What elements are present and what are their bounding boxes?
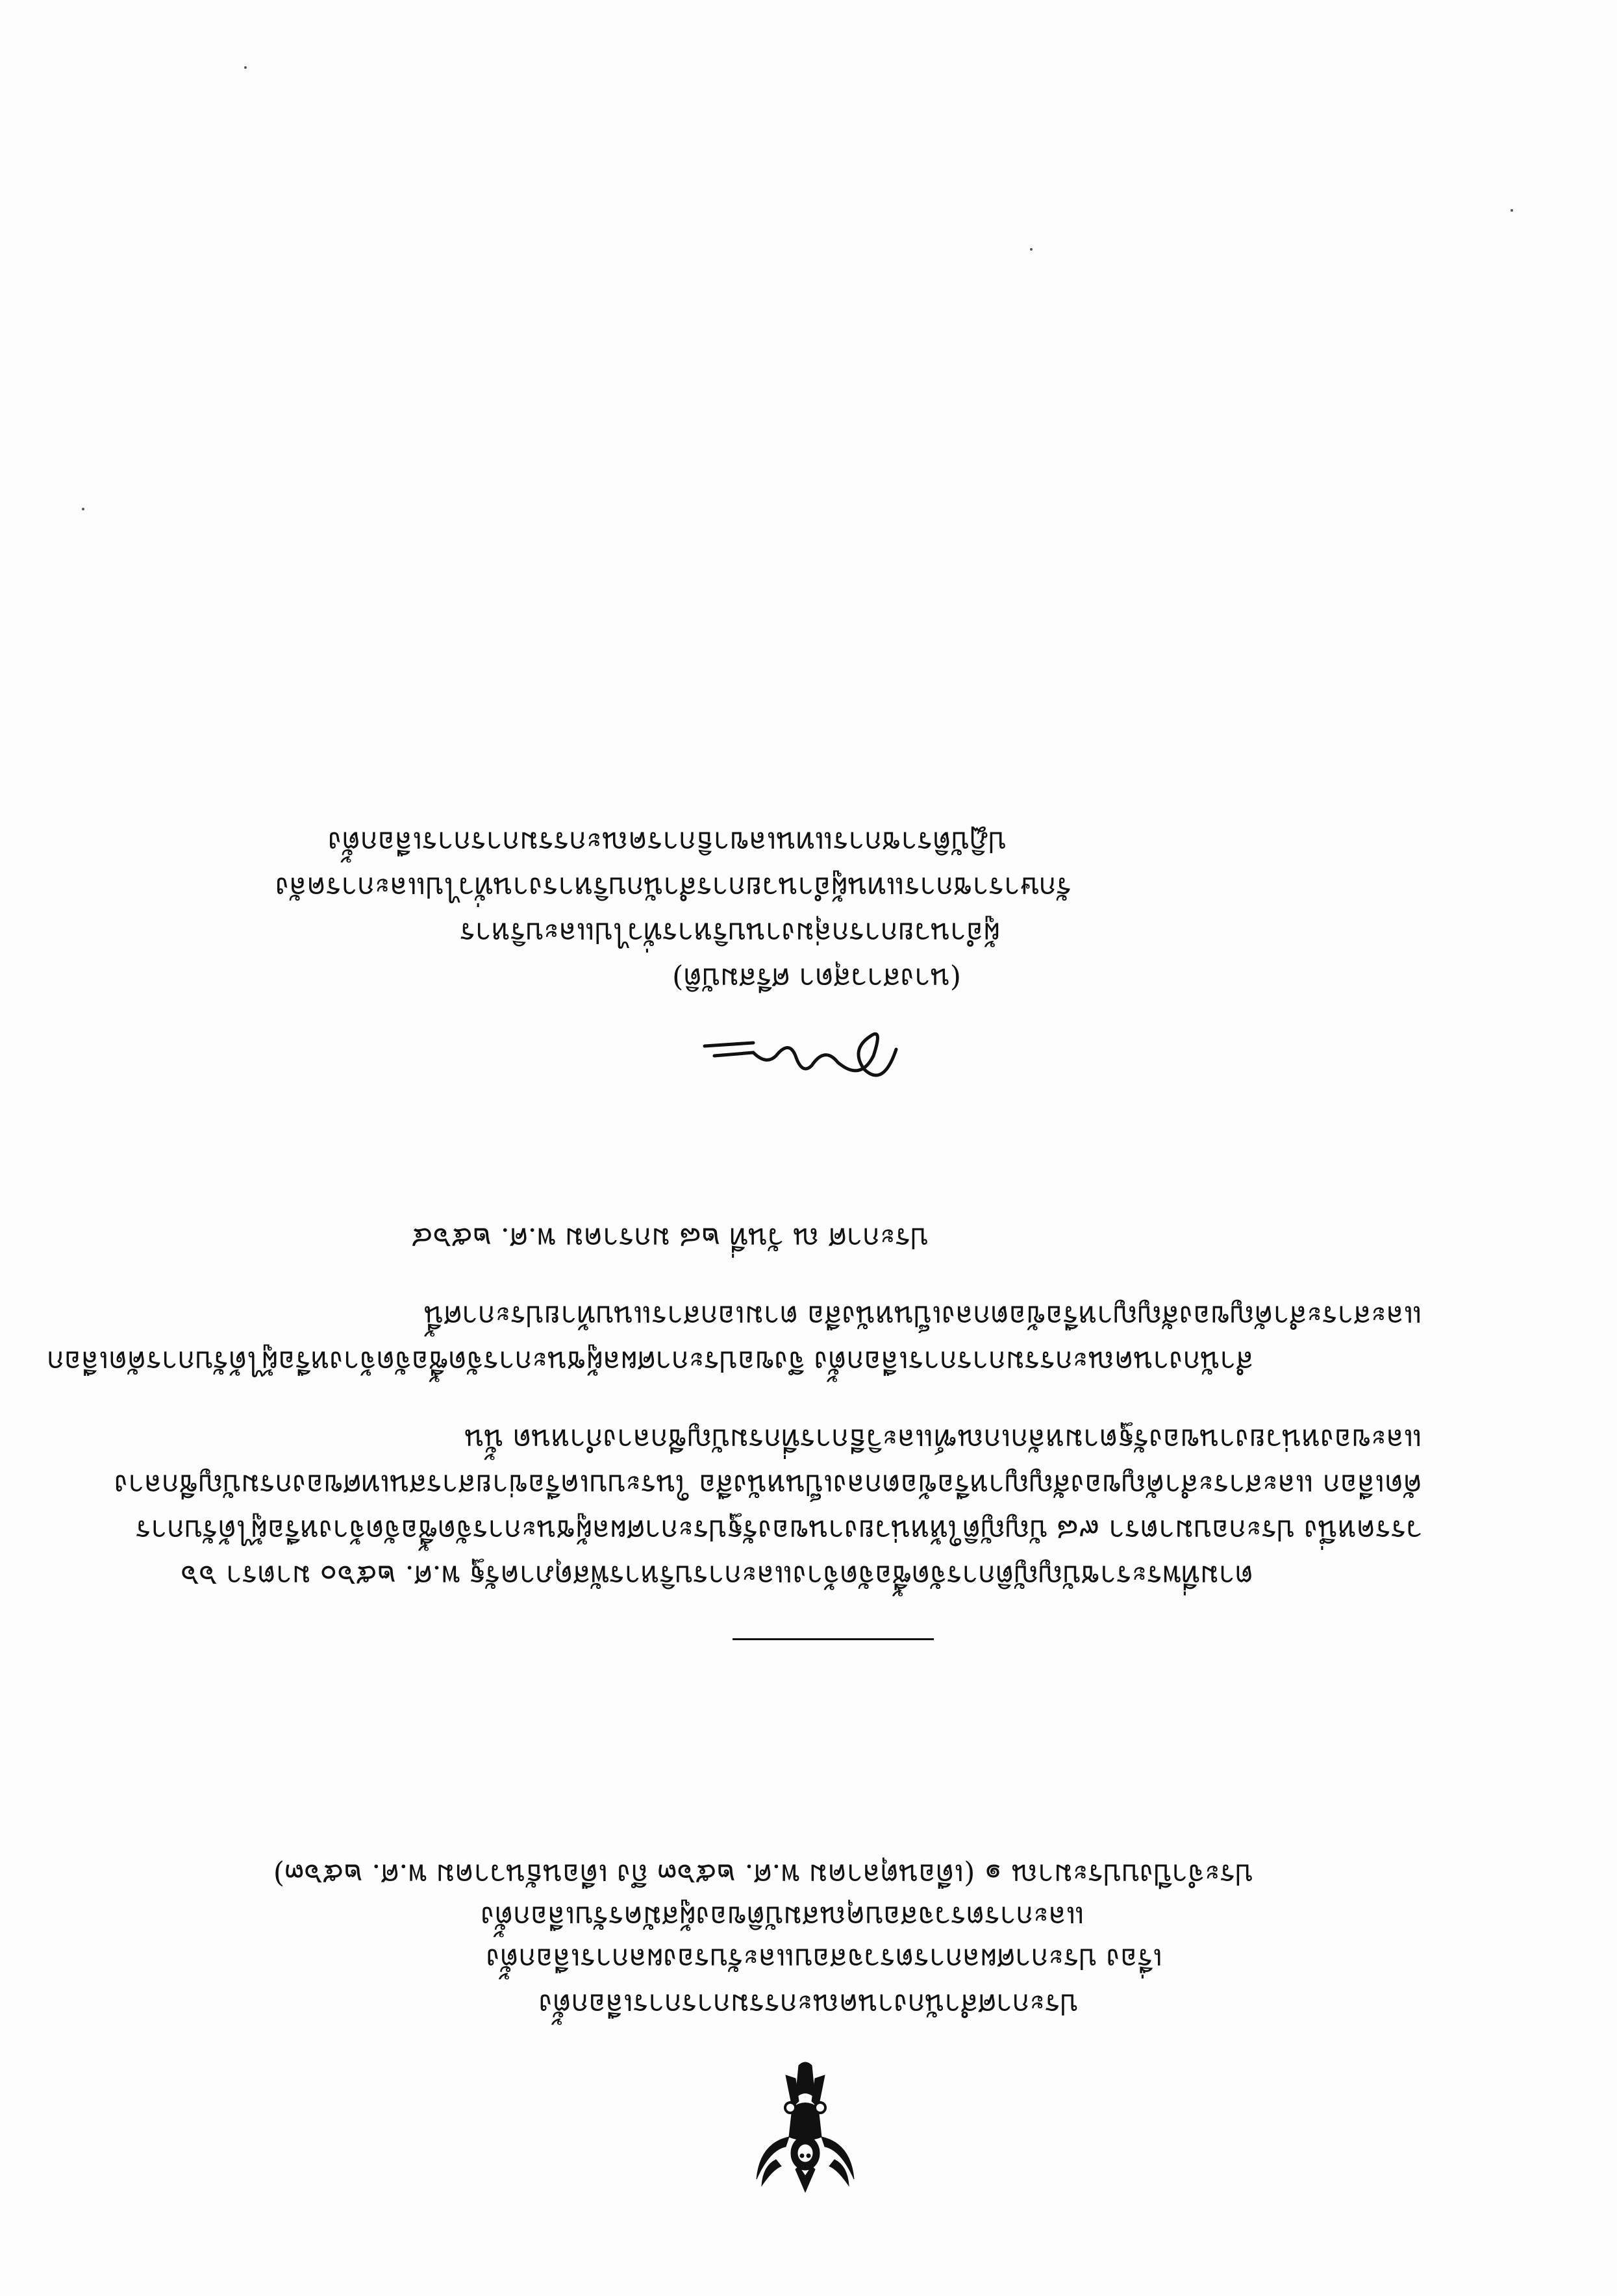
signatory-position-3: ปฏิบัติราชการแทนเลขาธิการคณะกรรมการการเลือกตั้ง <box>327 825 1007 858</box>
body-paragraph-3: คัดเลือก และสาระสำคัญของสัญญาหรือข้อตกลงเป็นหนังสือ ในระบบเครือข่ายสารสนเทศของกรมบัญชีกลาง <box>114 1468 1422 1501</box>
body-paragraph-4: และของหน่วยงานของรัฐตามหลักเกณฑ์และวิธีการที่กรมบัญชีกลางกำหนด นั้น <box>464 1423 1422 1456</box>
subject-line-2: และการตรวจสอบคุณสมบัติของผู้สมัครรับเลือกตั้ง <box>481 1900 1084 1933</box>
garuda-emblem-icon <box>750 2056 860 2205</box>
scan-speck <box>1030 248 1033 251</box>
scan-speck <box>82 508 84 510</box>
divider-line <box>733 1638 934 1640</box>
date-line: ประกาศ ณ วันที่ ๒๘ มกราคม พ.ศ. ๒๕๖๔ <box>411 1221 929 1254</box>
signatory-position-2: รักษาราชการแทนผู้อำนวยการสำนักบริหารงานทั่วไปและการคลัง <box>275 871 1072 904</box>
subject-line-3: ประจำปีงบประมาณ ๑ (เดือนตุลาคม พ.ศ. ๒๕๖๓ ถึง เดือนธันวาคม พ.ศ. ๒๕๖๓) <box>273 1858 1253 1891</box>
document-title: ประกาศสำนักงานคณะกรรมการการเลือกตั้ง <box>538 1988 1079 2021</box>
signatory-position-1: ผู้อำนวยการกลุ่มงานบริหารทั่วไปและบริหาร <box>460 916 1000 949</box>
scan-speck <box>1510 209 1513 212</box>
signatory-name: (นางสาวสุดา ศรีสมบัติ) <box>672 962 961 995</box>
body-paragraph-2: วรรคหนึ่ง ประกอบมาตรา ๙๘ บัญญัติให้หน่วยงานของรัฐประกาศผลผู้ชนะการจัดซื้อจัดจ้างหรือผู้ได้รับการ <box>135 1514 1422 1547</box>
subject-line: เรื่อง ประกาศผลการตรวจสอบและรับรองผลการเลือกตั้ง <box>486 1942 1162 1975</box>
body-paragraph-6: และสาระสำคัญของสัญญาหรือข้อตกลงเป็นหนังสือ ตามเอกสารแนบท้ายประกาศนี้ <box>424 1299 1422 1332</box>
scan-speck <box>244 66 247 69</box>
body-paragraph-1: ตามที่พระราชบัญญัติการจัดซื้อจัดจ้างและการบริหารพัสดุภาครัฐ พ.ศ. ๒๕๖๐ มาตรา ๖๖ <box>181 1559 1253 1592</box>
handwritten-signature <box>688 1017 909 1101</box>
body-paragraph-5: สำนักงานคณะกรรมการการเลือกตั้ง จึงขอประกาศผลผู้ชนะการจัดซื้อจัดจ้างหรือผู้ได้รับการคัดเลือก <box>47 1345 1253 1378</box>
